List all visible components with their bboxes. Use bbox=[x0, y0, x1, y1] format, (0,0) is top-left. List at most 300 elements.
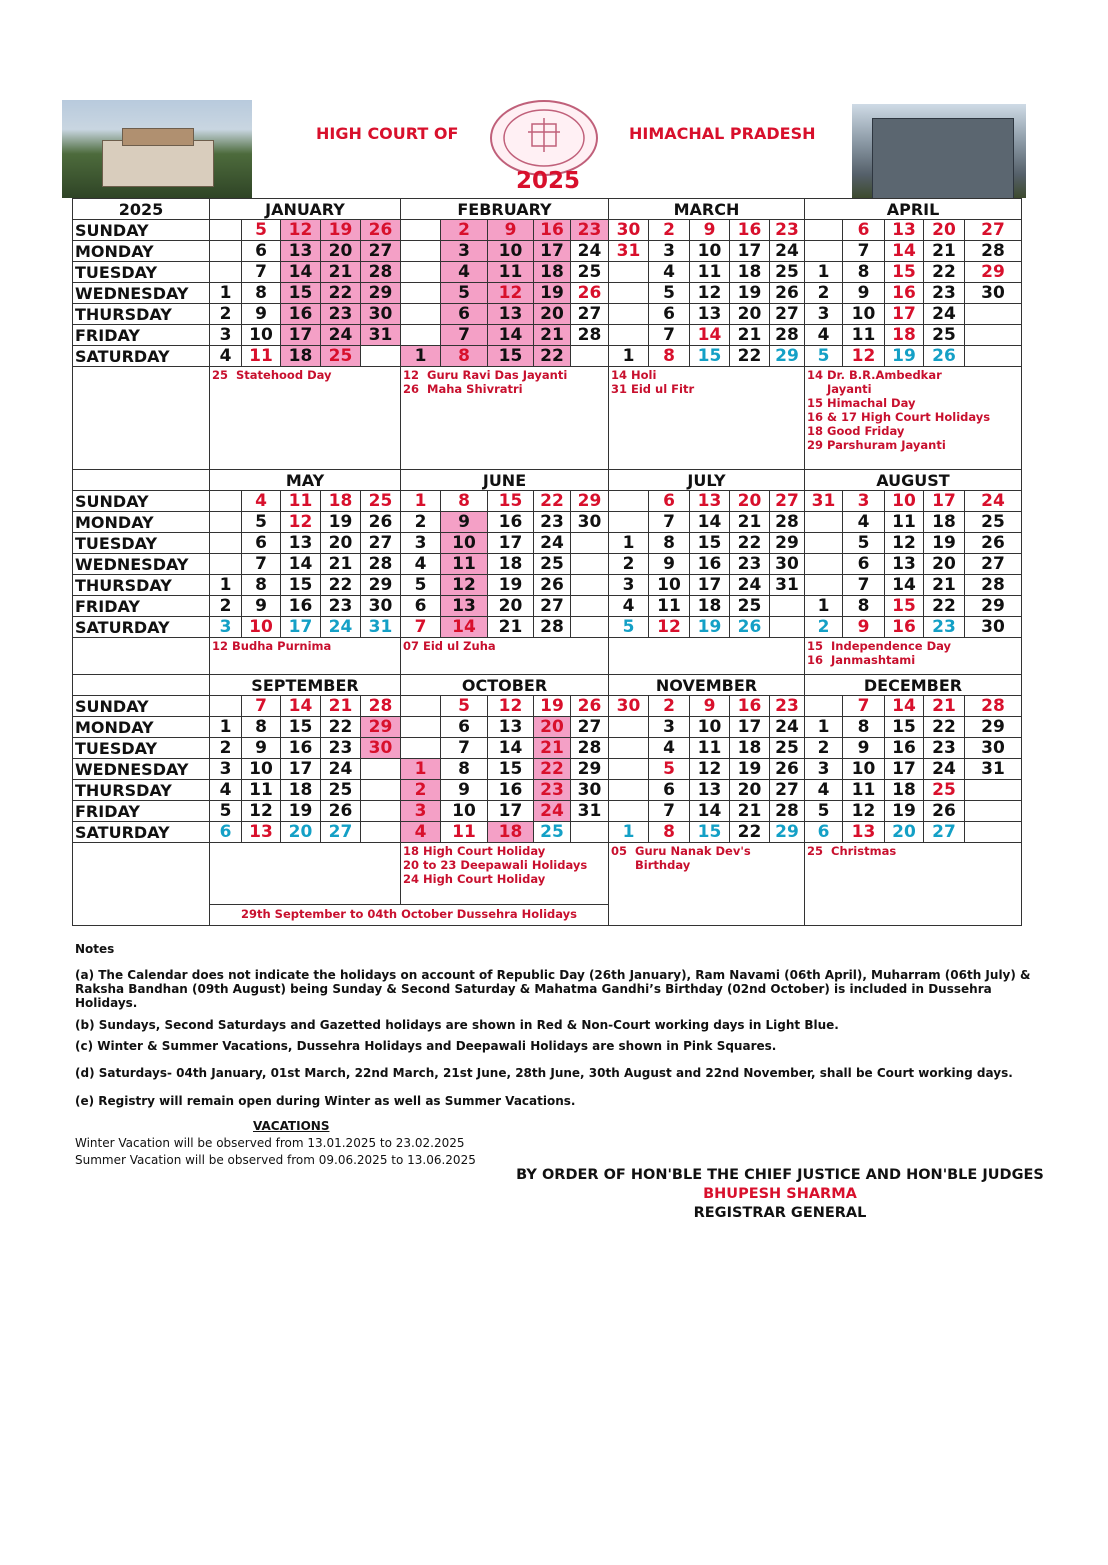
date-cell: 13 bbox=[885, 220, 924, 241]
week-row-monday bbox=[73, 512, 1022, 533]
date-cell: 17 bbox=[534, 241, 571, 262]
date-cell: 3 bbox=[401, 801, 441, 822]
date-cell: 8 bbox=[441, 346, 488, 367]
date-cell: 9 bbox=[843, 738, 885, 759]
day-label-tuesday: TUESDAY bbox=[73, 738, 210, 759]
date-cell: 14 bbox=[281, 554, 321, 575]
date-cell: 26 bbox=[361, 220, 401, 241]
date-cell: 25 bbox=[321, 346, 361, 367]
empty-date-cell bbox=[965, 346, 1022, 367]
holiday-note-line: 14 Dr. B.R.Ambedkar bbox=[807, 368, 942, 382]
date-cell: 5 bbox=[649, 283, 690, 304]
empty-date-cell bbox=[805, 533, 843, 554]
month-header-september: SEPTEMBER bbox=[210, 675, 401, 696]
date-cell: 7 bbox=[843, 575, 885, 596]
date-cell: 13 bbox=[281, 533, 321, 554]
empty-date-cell bbox=[210, 533, 242, 554]
date-cell: 20 bbox=[488, 596, 534, 617]
empty-date-cell bbox=[965, 304, 1022, 325]
day-label-wednesday: WEDNESDAY bbox=[73, 759, 210, 780]
day-label-monday: MONDAY bbox=[73, 241, 210, 262]
holiday-note-line: 26 Maha Shivratri bbox=[403, 382, 523, 396]
empty-date-cell bbox=[210, 491, 242, 512]
date-cell: 26 bbox=[924, 801, 965, 822]
notes-row-blank bbox=[73, 843, 210, 926]
date-cell: 27 bbox=[770, 491, 805, 512]
date-cell: 27 bbox=[965, 554, 1022, 575]
holiday-note-line: 31 Eid ul Fitr bbox=[611, 382, 695, 396]
date-cell: 23 bbox=[924, 617, 965, 638]
date-cell: 7 bbox=[242, 262, 281, 283]
date-cell: 7 bbox=[843, 241, 885, 262]
date-cell: 28 bbox=[361, 554, 401, 575]
date-cell: 30 bbox=[965, 283, 1022, 304]
date-cell: 16 bbox=[281, 596, 321, 617]
holiday-note-line: Jayanti bbox=[807, 382, 872, 396]
date-cell: 15 bbox=[690, 822, 730, 843]
date-cell: 27 bbox=[571, 717, 609, 738]
date-cell: 6 bbox=[649, 491, 690, 512]
month-notes-february bbox=[401, 367, 609, 470]
date-cell: 15 bbox=[690, 346, 730, 367]
date-cell: 28 bbox=[770, 325, 805, 346]
empty-date-cell bbox=[609, 801, 649, 822]
date-cell: 5 bbox=[242, 220, 281, 241]
month-notes-december bbox=[805, 843, 1022, 926]
date-cell: 10 bbox=[843, 759, 885, 780]
date-cell: 23 bbox=[571, 220, 609, 241]
week-row-tuesday bbox=[73, 738, 1022, 759]
date-cell: 2 bbox=[401, 780, 441, 801]
date-cell: 7 bbox=[441, 738, 488, 759]
registrar-designation: REGISTRAR GENERAL bbox=[693, 1205, 867, 1221]
date-cell: 1 bbox=[401, 346, 441, 367]
date-cell: 13 bbox=[690, 304, 730, 325]
date-cell: 6 bbox=[649, 304, 690, 325]
empty-date-cell bbox=[571, 822, 609, 843]
note-a: (a) The Calendar does not indicate the holidays on account of Republic Day (26th January), Ram Navami (06th April), Muharram (06th July) & Raksha Bandhan (09th August) being Sunday & Second Saturday & Mahatma Gandhi’s Birthday (02nd October) is included in Dussehra Holidays. bbox=[75, 968, 1031, 1010]
empty-date-cell bbox=[965, 822, 1022, 843]
date-cell: 24 bbox=[924, 759, 965, 780]
date-cell: 13 bbox=[242, 822, 281, 843]
empty-date-cell bbox=[609, 759, 649, 780]
date-cell: 18 bbox=[885, 780, 924, 801]
date-cell: 16 bbox=[281, 738, 321, 759]
date-cell: 1 bbox=[805, 596, 843, 617]
date-cell: 26 bbox=[361, 512, 401, 533]
date-cell: 17 bbox=[730, 241, 770, 262]
day-label-saturday: SATURDAY bbox=[73, 346, 210, 367]
date-cell: 16 bbox=[730, 696, 770, 717]
date-cell: 10 bbox=[885, 491, 924, 512]
empty-date-cell bbox=[805, 696, 843, 717]
date-cell: 2 bbox=[649, 696, 690, 717]
date-cell: 16 bbox=[690, 554, 730, 575]
date-cell: 25 bbox=[571, 262, 609, 283]
date-cell: 19 bbox=[730, 283, 770, 304]
date-cell: 31 bbox=[770, 575, 805, 596]
date-cell: 6 bbox=[401, 596, 441, 617]
holiday-note-line: 14 Holi bbox=[611, 368, 657, 382]
date-cell: 29 bbox=[571, 759, 609, 780]
date-cell: 20 bbox=[924, 554, 965, 575]
date-cell: 3 bbox=[843, 491, 885, 512]
date-cell: 28 bbox=[534, 617, 571, 638]
date-cell: 17 bbox=[924, 491, 965, 512]
date-cell: 27 bbox=[770, 780, 805, 801]
calendar-corner-blank bbox=[73, 470, 210, 491]
date-cell: 19 bbox=[534, 696, 571, 717]
date-cell: 8 bbox=[843, 717, 885, 738]
date-cell: 16 bbox=[885, 617, 924, 638]
week-row-monday bbox=[73, 241, 1022, 262]
note-b: (b) Sundays, Second Saturdays and Gazetted holidays are shown in Red & Non-Court working days in Light Blue. bbox=[75, 1018, 839, 1032]
date-cell: 2 bbox=[609, 554, 649, 575]
date-cell: 28 bbox=[965, 696, 1022, 717]
date-cell: 21 bbox=[730, 325, 770, 346]
date-cell: 3 bbox=[210, 759, 242, 780]
week-row-wednesday bbox=[73, 283, 1022, 304]
date-cell: 26 bbox=[965, 533, 1022, 554]
date-cell: 19 bbox=[321, 512, 361, 533]
date-cell: 9 bbox=[690, 220, 730, 241]
date-cell: 2 bbox=[210, 738, 242, 759]
date-cell: 30 bbox=[361, 738, 401, 759]
date-cell: 15 bbox=[885, 596, 924, 617]
week-row-monday bbox=[73, 717, 1022, 738]
week-row-wednesday bbox=[73, 759, 1022, 780]
date-cell: 28 bbox=[571, 325, 609, 346]
notes-heading: Notes bbox=[75, 942, 115, 956]
week-row-thursday bbox=[73, 780, 1022, 801]
date-cell: 20 bbox=[730, 491, 770, 512]
date-cell: 11 bbox=[649, 596, 690, 617]
date-cell: 17 bbox=[730, 717, 770, 738]
date-cell: 16 bbox=[488, 780, 534, 801]
month-header-march: MARCH bbox=[609, 199, 805, 220]
empty-date-cell bbox=[609, 262, 649, 283]
date-cell: 23 bbox=[321, 738, 361, 759]
empty-date-cell bbox=[361, 759, 401, 780]
date-cell: 26 bbox=[571, 283, 609, 304]
date-cell: 4 bbox=[210, 346, 242, 367]
date-cell: 3 bbox=[805, 759, 843, 780]
date-cell: 8 bbox=[242, 283, 281, 304]
empty-date-cell bbox=[401, 325, 441, 346]
date-cell: 17 bbox=[885, 759, 924, 780]
empty-date-cell bbox=[401, 283, 441, 304]
date-cell: 17 bbox=[885, 304, 924, 325]
day-label-thursday: THURSDAY bbox=[73, 780, 210, 801]
date-cell: 22 bbox=[534, 759, 571, 780]
page-header bbox=[62, 100, 1026, 198]
date-cell: 24 bbox=[965, 491, 1022, 512]
date-cell: 29 bbox=[361, 283, 401, 304]
week-row-tuesday bbox=[73, 262, 1022, 283]
date-cell: 15 bbox=[281, 717, 321, 738]
date-cell: 29 bbox=[965, 596, 1022, 617]
date-cell: 25 bbox=[924, 780, 965, 801]
date-cell: 30 bbox=[609, 220, 649, 241]
notes-section bbox=[75, 942, 1035, 1108]
date-cell: 10 bbox=[690, 717, 730, 738]
date-cell: 23 bbox=[924, 283, 965, 304]
date-cell: 13 bbox=[690, 491, 730, 512]
date-cell: 22 bbox=[730, 346, 770, 367]
day-label-wednesday: WEDNESDAY bbox=[73, 554, 210, 575]
date-cell: 8 bbox=[649, 822, 690, 843]
month-header-december: DECEMBER bbox=[805, 675, 1022, 696]
empty-date-cell bbox=[210, 262, 242, 283]
date-cell: 5 bbox=[805, 801, 843, 822]
date-cell: 20 bbox=[924, 220, 965, 241]
date-cell: 11 bbox=[281, 491, 321, 512]
day-label-friday: FRIDAY bbox=[73, 325, 210, 346]
holiday-note-line: 20 to 23 Deepawali Holidays bbox=[403, 858, 588, 872]
date-cell: 28 bbox=[361, 696, 401, 717]
date-cell: 16 bbox=[281, 304, 321, 325]
date-cell: 20 bbox=[885, 822, 924, 843]
date-cell: 6 bbox=[649, 780, 690, 801]
date-cell: 23 bbox=[770, 696, 805, 717]
date-cell: 19 bbox=[730, 759, 770, 780]
date-cell: 7 bbox=[649, 325, 690, 346]
date-cell: 3 bbox=[210, 617, 242, 638]
header-year: 2025 bbox=[516, 168, 581, 194]
holiday-note-line: 18 High Court Holiday bbox=[403, 844, 546, 858]
empty-date-cell bbox=[401, 696, 441, 717]
date-cell: 22 bbox=[730, 822, 770, 843]
holiday-note-line: 29 Parshuram Jayanti bbox=[807, 438, 946, 452]
date-cell: 6 bbox=[843, 220, 885, 241]
date-cell: 9 bbox=[441, 780, 488, 801]
date-cell: 5 bbox=[441, 696, 488, 717]
date-cell: 23 bbox=[534, 512, 571, 533]
date-cell: 12 bbox=[885, 533, 924, 554]
note-d: (d) Saturdays- 04th January, 01st March, 22nd March, 21st June, 28th June, 30th August and 22nd November, shall be Court working days. bbox=[75, 1066, 1013, 1080]
empty-date-cell bbox=[805, 512, 843, 533]
empty-date-cell bbox=[965, 801, 1022, 822]
date-cell: 7 bbox=[441, 325, 488, 346]
day-label-thursday: THURSDAY bbox=[73, 304, 210, 325]
empty-date-cell bbox=[805, 241, 843, 262]
date-cell: 4 bbox=[609, 596, 649, 617]
date-cell: 19 bbox=[885, 346, 924, 367]
header-title-left: HIGH COURT OF bbox=[316, 124, 459, 143]
date-cell: 12 bbox=[488, 696, 534, 717]
date-cell: 18 bbox=[690, 596, 730, 617]
date-cell: 21 bbox=[730, 512, 770, 533]
date-cell: 19 bbox=[488, 575, 534, 596]
date-cell: 20 bbox=[730, 304, 770, 325]
date-cell: 6 bbox=[805, 822, 843, 843]
date-cell: 19 bbox=[885, 801, 924, 822]
date-cell: 1 bbox=[210, 717, 242, 738]
date-cell: 10 bbox=[242, 617, 281, 638]
date-cell: 27 bbox=[965, 220, 1022, 241]
date-cell: 6 bbox=[242, 533, 281, 554]
notes-row-blank bbox=[73, 367, 210, 470]
date-cell: 11 bbox=[690, 262, 730, 283]
date-cell: 9 bbox=[242, 738, 281, 759]
date-cell: 15 bbox=[488, 759, 534, 780]
date-cell: 20 bbox=[281, 822, 321, 843]
date-cell: 14 bbox=[690, 801, 730, 822]
date-cell: 23 bbox=[770, 220, 805, 241]
date-cell: 28 bbox=[965, 575, 1022, 596]
date-cell: 11 bbox=[885, 512, 924, 533]
date-cell: 16 bbox=[534, 220, 571, 241]
date-cell: 5 bbox=[441, 283, 488, 304]
court-building-photo-left bbox=[62, 100, 252, 198]
date-cell: 27 bbox=[571, 304, 609, 325]
calendar-corner-blank bbox=[73, 675, 210, 696]
date-cell: 9 bbox=[649, 554, 690, 575]
date-cell: 2 bbox=[441, 220, 488, 241]
date-cell: 23 bbox=[730, 554, 770, 575]
date-cell: 2 bbox=[210, 596, 242, 617]
date-cell: 4 bbox=[242, 491, 281, 512]
date-cell: 10 bbox=[242, 325, 281, 346]
empty-date-cell bbox=[210, 241, 242, 262]
date-cell: 25 bbox=[924, 325, 965, 346]
date-cell: 20 bbox=[534, 304, 571, 325]
date-cell: 28 bbox=[571, 738, 609, 759]
week-row-friday bbox=[73, 801, 1022, 822]
date-cell: 4 bbox=[401, 554, 441, 575]
empty-date-cell bbox=[571, 346, 609, 367]
holiday-note-line: 07 Eid ul Zuha bbox=[403, 639, 496, 653]
date-cell: 20 bbox=[321, 533, 361, 554]
empty-date-cell bbox=[609, 717, 649, 738]
date-cell: 2 bbox=[805, 738, 843, 759]
date-cell: 9 bbox=[242, 596, 281, 617]
date-cell: 13 bbox=[885, 554, 924, 575]
date-cell: 15 bbox=[281, 575, 321, 596]
day-label-sunday: SUNDAY bbox=[73, 220, 210, 241]
month-notes-october bbox=[401, 843, 609, 905]
date-cell: 13 bbox=[690, 780, 730, 801]
date-cell: 29 bbox=[965, 717, 1022, 738]
date-cell: 14 bbox=[281, 696, 321, 717]
date-cell: 17 bbox=[690, 575, 730, 596]
empty-date-cell bbox=[609, 283, 649, 304]
week-row-friday bbox=[73, 596, 1022, 617]
empty-date-cell bbox=[401, 304, 441, 325]
date-cell: 3 bbox=[441, 241, 488, 262]
empty-date-cell bbox=[609, 304, 649, 325]
date-cell: 18 bbox=[885, 325, 924, 346]
date-cell: 1 bbox=[210, 575, 242, 596]
date-cell: 4 bbox=[843, 512, 885, 533]
date-cell: 26 bbox=[321, 801, 361, 822]
date-cell: 29 bbox=[361, 575, 401, 596]
date-cell: 23 bbox=[534, 780, 571, 801]
week-row-sunday bbox=[73, 696, 1022, 717]
date-cell: 30 bbox=[965, 738, 1022, 759]
winter-vacation: Winter Vacation will be observed from 13.01.2025 to 23.02.2025 bbox=[75, 1136, 465, 1150]
date-cell: 26 bbox=[924, 346, 965, 367]
empty-date-cell bbox=[361, 801, 401, 822]
date-cell: 8 bbox=[441, 491, 488, 512]
date-cell: 1 bbox=[805, 717, 843, 738]
month-header-may: MAY bbox=[210, 470, 401, 491]
date-cell: 28 bbox=[361, 262, 401, 283]
date-cell: 21 bbox=[924, 696, 965, 717]
date-cell: 26 bbox=[730, 617, 770, 638]
date-cell: 7 bbox=[242, 554, 281, 575]
holiday-note-line: 16 & 17 High Court Holidays bbox=[807, 410, 991, 424]
date-cell: 22 bbox=[924, 596, 965, 617]
date-cell: 4 bbox=[401, 822, 441, 843]
dussehra-holidays-note: 29th September to 04th October Dussehra Holidays bbox=[210, 904, 609, 925]
date-cell: 5 bbox=[242, 512, 281, 533]
empty-date-cell bbox=[571, 554, 609, 575]
month-notes-june bbox=[401, 638, 609, 675]
date-cell: 31 bbox=[965, 759, 1022, 780]
date-cell: 4 bbox=[805, 780, 843, 801]
date-cell: 4 bbox=[441, 262, 488, 283]
date-cell: 19 bbox=[924, 533, 965, 554]
date-cell: 25 bbox=[361, 491, 401, 512]
date-cell: 24 bbox=[321, 759, 361, 780]
date-cell: 12 bbox=[690, 283, 730, 304]
note-e: (e) Registry will remain open during Winter as well as Summer Vacations. bbox=[75, 1094, 576, 1108]
empty-date-cell bbox=[361, 346, 401, 367]
date-cell: 8 bbox=[649, 346, 690, 367]
empty-date-cell bbox=[965, 780, 1022, 801]
empty-date-cell bbox=[609, 512, 649, 533]
date-cell: 15 bbox=[690, 533, 730, 554]
empty-date-cell bbox=[770, 617, 805, 638]
week-row-wednesday bbox=[73, 554, 1022, 575]
date-cell: 29 bbox=[770, 346, 805, 367]
date-cell: 16 bbox=[885, 283, 924, 304]
date-cell: 31 bbox=[361, 325, 401, 346]
date-cell: 29 bbox=[571, 491, 609, 512]
empty-date-cell bbox=[571, 596, 609, 617]
week-row-saturday bbox=[73, 822, 1022, 843]
date-cell: 6 bbox=[242, 241, 281, 262]
week-row-thursday bbox=[73, 304, 1022, 325]
date-cell: 7 bbox=[242, 696, 281, 717]
date-cell: 21 bbox=[488, 617, 534, 638]
date-cell: 14 bbox=[441, 617, 488, 638]
date-cell: 22 bbox=[924, 262, 965, 283]
date-cell: 9 bbox=[488, 220, 534, 241]
date-cell: 17 bbox=[281, 759, 321, 780]
date-cell: 13 bbox=[843, 822, 885, 843]
date-cell: 1 bbox=[401, 759, 441, 780]
date-cell: 24 bbox=[321, 617, 361, 638]
date-cell: 22 bbox=[730, 533, 770, 554]
date-cell: 21 bbox=[321, 696, 361, 717]
date-cell: 18 bbox=[488, 554, 534, 575]
date-cell: 13 bbox=[281, 241, 321, 262]
date-cell: 13 bbox=[488, 717, 534, 738]
date-cell: 8 bbox=[242, 717, 281, 738]
date-cell: 10 bbox=[242, 759, 281, 780]
date-cell: 1 bbox=[609, 346, 649, 367]
date-cell: 18 bbox=[281, 346, 321, 367]
date-cell: 31 bbox=[361, 617, 401, 638]
month-notes-may bbox=[210, 638, 401, 675]
date-cell: 11 bbox=[488, 262, 534, 283]
date-cell: 24 bbox=[770, 241, 805, 262]
date-cell: 14 bbox=[488, 325, 534, 346]
date-cell: 1 bbox=[401, 491, 441, 512]
date-cell: 7 bbox=[843, 696, 885, 717]
